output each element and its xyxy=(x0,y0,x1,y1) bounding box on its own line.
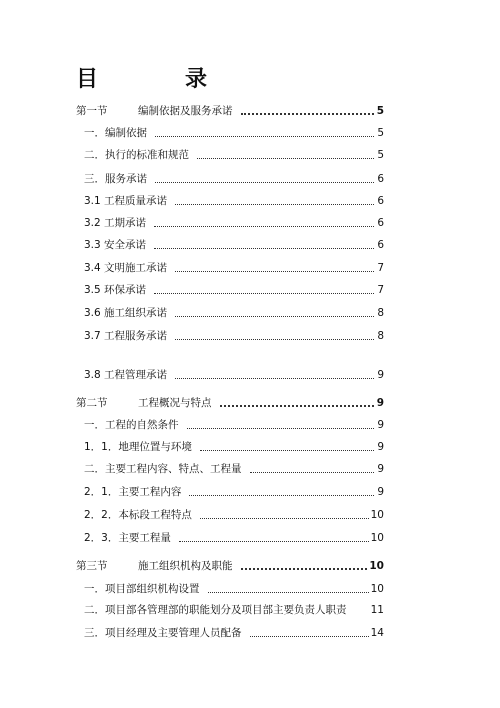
toc-entry-label: 施工组织机构及职能 xyxy=(138,560,233,572)
toc-page-number: 9 xyxy=(377,441,384,453)
toc-page-number: 5 xyxy=(377,149,384,161)
toc-dot-leader xyxy=(250,472,375,473)
toc-page-number: 14 xyxy=(370,627,384,639)
toc-dot-leader xyxy=(189,495,374,496)
toc-entry-label: 3.4 文明施工承诺 xyxy=(84,262,168,274)
toc-entry-row[interactable] xyxy=(84,438,384,454)
toc-entry-label: 2．2．本标段工程特点 xyxy=(84,509,192,521)
toc-entry-row[interactable] xyxy=(84,506,384,522)
toc-entry-label: 3.5 环保承诺 xyxy=(84,284,147,296)
toc-page-number: 11 xyxy=(370,604,384,616)
toc-title-char-1: 目 xyxy=(76,67,99,92)
toc-entry-label: 一．工程的自然条件 xyxy=(84,419,179,431)
toc-entry-row[interactable] xyxy=(84,366,384,382)
toc-title xyxy=(0,62,500,98)
toc-section-number: 第二节 xyxy=(76,397,108,409)
toc-dot-leader xyxy=(200,518,369,519)
toc-section-row[interactable] xyxy=(76,557,384,573)
toc-dot-leader xyxy=(179,541,369,542)
toc-entry-row[interactable] xyxy=(84,327,384,343)
toc-page-number: 9 xyxy=(377,486,384,498)
toc-entry-row[interactable] xyxy=(84,124,384,140)
toc-dot-leader xyxy=(200,450,374,451)
toc-dot-leader xyxy=(250,636,369,637)
toc-entry-row[interactable] xyxy=(84,192,384,208)
toc-entry-label: 1．1．地理位置与环境 xyxy=(84,441,192,453)
toc-page-number: 8 xyxy=(377,307,384,319)
toc-page-number: 5 xyxy=(377,127,384,139)
toc-entry-label: 三．项目经理及主要管理人员配备 xyxy=(84,627,242,639)
toc-page-number: 10 xyxy=(370,583,384,595)
toc-section-number: 第一节 xyxy=(76,105,108,117)
toc-entry-label: 2．1．主要工程内容 xyxy=(84,486,182,498)
toc-entry-label: 一．项目部组织机构设置 xyxy=(84,583,200,595)
toc-dot-leader xyxy=(187,428,375,429)
toc-entry-row[interactable] xyxy=(84,460,384,476)
toc-entry-label: 2．3．主要工程量 xyxy=(84,532,171,544)
toc-page-number: 9 xyxy=(376,397,384,409)
toc-entry-label: 3.2 工期承诺 xyxy=(84,217,147,229)
toc-entry-label: 一．编制依据 xyxy=(84,127,147,139)
toc-dot-leader xyxy=(175,316,374,317)
toc-entry-label: 三．服务承诺 xyxy=(84,173,147,185)
toc-title-char-2: 录 xyxy=(185,67,208,92)
toc-entry-label: 二．项目部各管理部的职能划分及项目部主要负责人职责 xyxy=(84,604,347,616)
toc-dot-leader xyxy=(220,405,375,407)
toc-entry-label: 3.1 工程质量承诺 xyxy=(84,195,168,207)
toc-page-number: 6 xyxy=(377,173,384,185)
toc-dot-leader xyxy=(175,271,374,272)
toc-dot-leader xyxy=(155,136,374,137)
toc-dot-leader xyxy=(155,182,374,183)
toc-entry-row[interactable] xyxy=(84,304,384,320)
toc-page-number: 10 xyxy=(370,509,384,521)
toc-page-number: 9 xyxy=(377,419,384,431)
toc-dot-leader xyxy=(175,339,374,340)
toc-dot-leader xyxy=(208,592,369,593)
toc-page-number: 6 xyxy=(377,217,384,229)
toc-dot-leader xyxy=(241,113,375,115)
toc-page-number: 9 xyxy=(377,463,384,475)
toc-entry-label: 3.8 工程管理承诺 xyxy=(84,369,168,381)
toc-page-number: 5 xyxy=(376,105,384,117)
toc-entry-label: 二．主要工程内容、特点、工程量 xyxy=(84,463,242,475)
toc-dot-leader xyxy=(154,248,374,249)
toc-entry-row[interactable] xyxy=(84,416,384,432)
toc-section-number: 第三节 xyxy=(76,560,108,572)
toc-dot-leader xyxy=(197,158,374,159)
toc-page-number: 10 xyxy=(370,532,384,544)
toc-dot-leader xyxy=(175,204,374,205)
toc-dot-leader xyxy=(154,226,374,227)
toc-entry-row[interactable] xyxy=(84,281,384,297)
toc-entry-label: 3.6 施工组织承诺 xyxy=(84,307,168,319)
toc-entry-label: 3.7 工程服务承诺 xyxy=(84,330,168,342)
toc-entry-row[interactable] xyxy=(84,214,384,230)
toc-entry-label: 工程概况与特点 xyxy=(138,397,212,409)
toc-page-number: 9 xyxy=(377,369,384,381)
toc-page-number: 6 xyxy=(377,239,384,251)
toc-dot-leader xyxy=(241,568,368,570)
toc-page-number: 7 xyxy=(377,284,384,296)
toc-page-number: 7 xyxy=(377,262,384,274)
toc-entry-row[interactable] xyxy=(84,624,384,640)
toc-entry-row[interactable] xyxy=(84,580,384,596)
toc-dot-leader xyxy=(154,293,374,294)
toc-entry-row[interactable] xyxy=(84,259,384,275)
toc-entry-row[interactable] xyxy=(84,529,384,545)
toc-entry-row[interactable] xyxy=(84,483,384,499)
toc-dot-leader xyxy=(175,378,374,379)
toc-page-number: 6 xyxy=(377,195,384,207)
toc-entry-row[interactable] xyxy=(84,236,384,252)
toc-entry-label: 编制依据及服务承诺 xyxy=(138,105,233,117)
toc-page-number: 10 xyxy=(369,560,384,572)
toc-entry-row[interactable] xyxy=(84,146,384,162)
toc-entry-row[interactable] xyxy=(84,170,384,186)
toc-entry-row[interactable] xyxy=(84,601,384,617)
toc-section-row[interactable] xyxy=(76,102,384,118)
toc-entry-label: 3.3 安全承诺 xyxy=(84,239,147,251)
toc-section-row[interactable] xyxy=(76,394,384,410)
toc-entry-label: 二．执行的标准和规范 xyxy=(84,149,189,161)
toc-page-number: 8 xyxy=(377,330,384,342)
